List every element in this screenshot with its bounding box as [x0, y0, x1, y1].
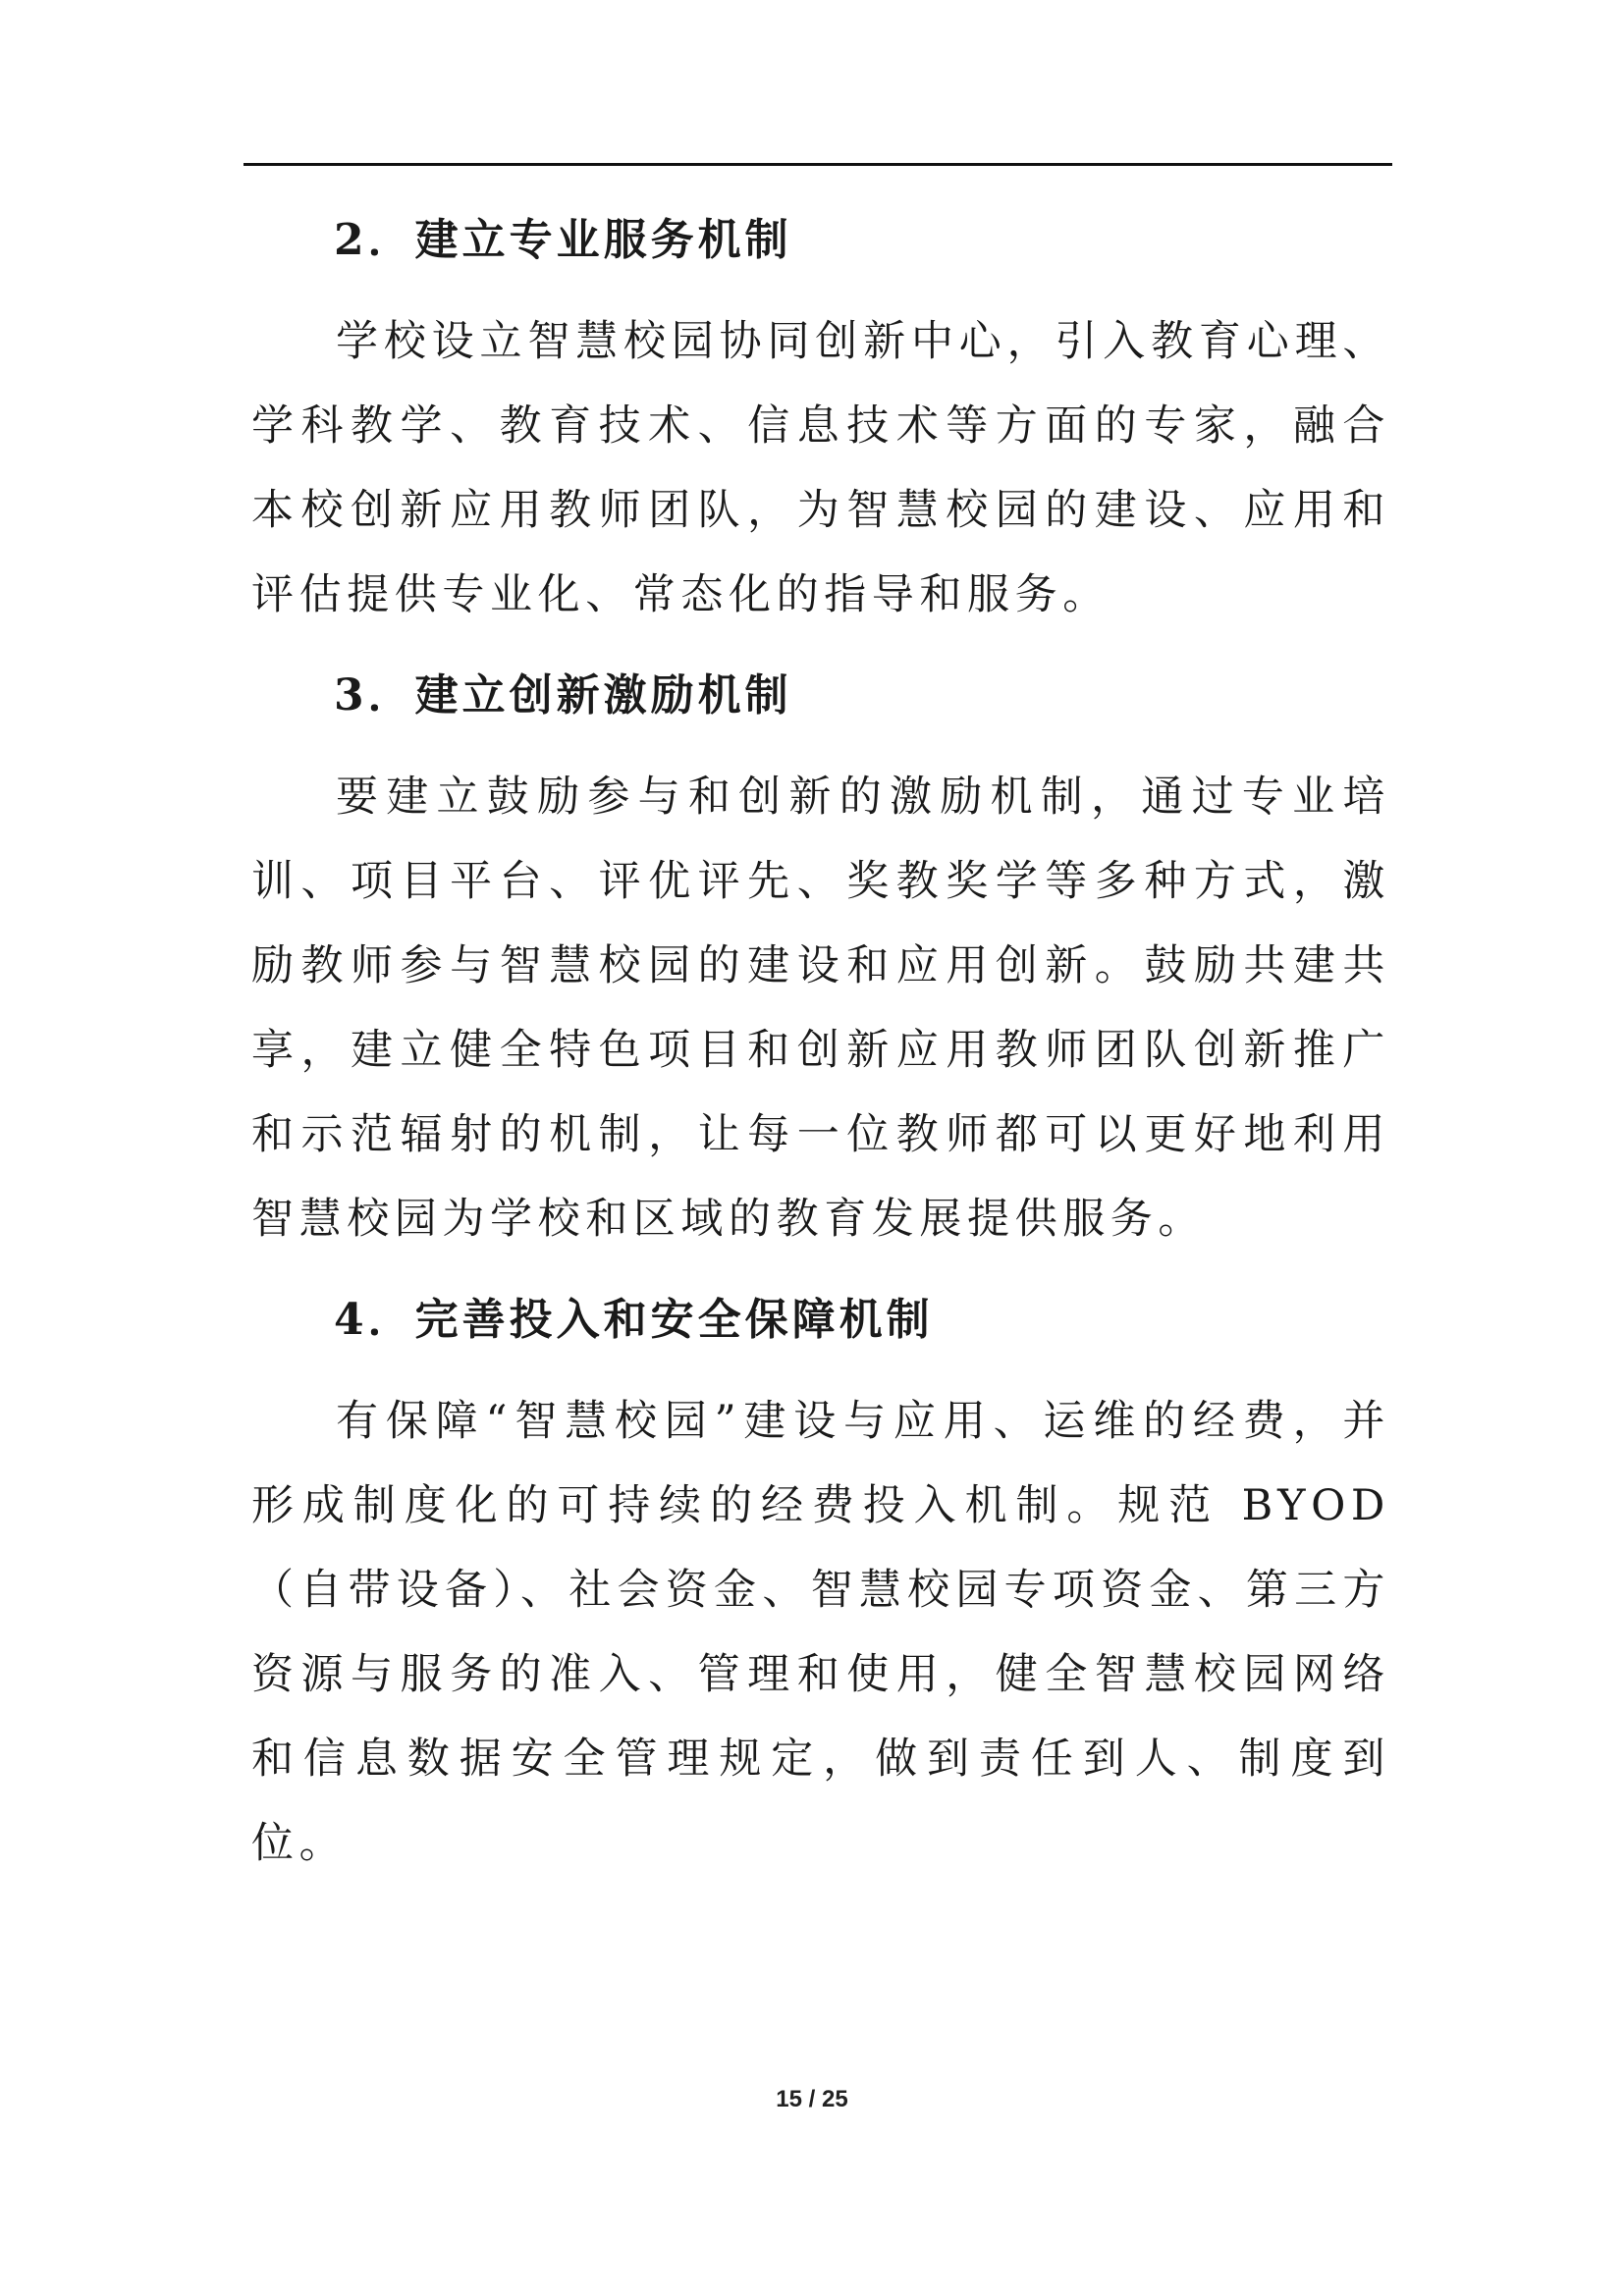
header-rule [244, 163, 1392, 166]
document-body [251, 201, 1390, 1905]
section-paragraph: 学校设立智慧校园协同创新中心，引入教育心理、学科教学、教育技术、信息技术等方面的专家，融合本校创新应用教师团队，为智慧校园的建设、应用和评估提供专业化、常态化的指导和服务。 [251, 317, 1390, 619]
section-paragraph: 要建立鼓励参与和创新的激励机制，通过专业培训、项目平台、评优评先、奖教奖学等多种方式，激励教师参与智慧校园的建设和应用创新。鼓励共建共享，建立健全特色项目和创新应用教师团队创新推广和示范辐射的机制，让每一位教师都可以更好地利用智慧校园为学校和区域的教育发展提供服务。 [251, 773, 1390, 1244]
section-paragraph: 有保障“智慧校园”建设与应用、运维的经费，并形成制度化的可持续的经费投入机制。规范 BYOD（自带设备）、社会资金、智慧校园专项资金、第三方资源与服务的准入、管理和使用，健全智慧校园网络和信息数据安全管理规定，做到责任到人、制度到位。 [251, 1397, 1390, 1868]
page-number: 15 / 25 [776, 2086, 848, 2112]
section-heading: 2．建立专业服务机制 [334, 215, 792, 265]
section-heading: 4．完善投入和安全保障机制 [334, 1295, 934, 1345]
section-heading: 3．建立创新激励机制 [334, 670, 792, 721]
